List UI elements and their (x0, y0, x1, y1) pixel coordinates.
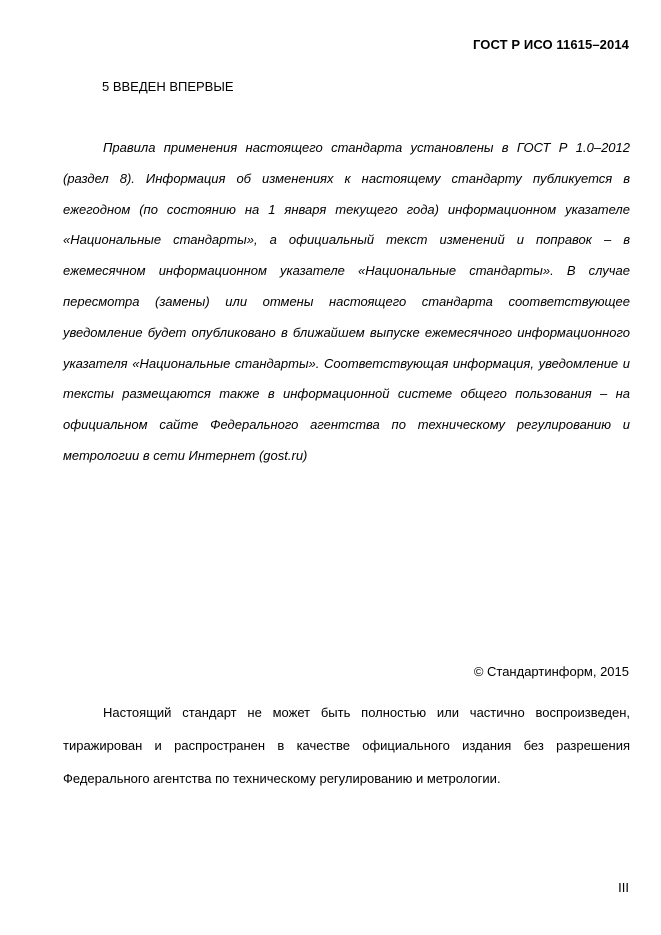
copyright-notice: © Стандартинформ, 2015 (473, 664, 629, 679)
reproduction-notice-paragraph: Настоящий стандарт не может быть полностью или частично воспроизведен, тиражирован и распространен в качестве официального издания без разрешения Федерального агентства по техническому регулированию и метрологии. (63, 705, 630, 786)
standard-code-header: ГОСТ Р ИСО 11615–2014 (472, 37, 629, 52)
section-intro-line: 5 ВВЕДЕН ВПЕРВЫЕ (102, 79, 234, 94)
rules-paragraph: Правила применения настоящего стандарта установлены в ГОСТ Р 1.0–2012 (раздел 8). Информация об изменениях к настоящему стандарту публикуется в ежегодном (по состоянию на 1 января текущего года) информационном указателе «Национальные стандарты», а официальный текст изменений и поправок – в ежемесячном информационном указателе «Национальные стандарты». В случае пересмотра (замены) или отмены настоящего стандарта соответствующее уведомление будет опубликовано в ближайшем выпуске ежемесячного информационного указателя «Национальные стандарты». Соответствующая информация, уведомление и тексты размещаются также в информационной системе общего пользования – на официальном сайте Федерального агентства по техническому регулированию и метрологии в сети Интернет (gost.ru) (63, 140, 630, 463)
page-number: III (618, 880, 629, 895)
